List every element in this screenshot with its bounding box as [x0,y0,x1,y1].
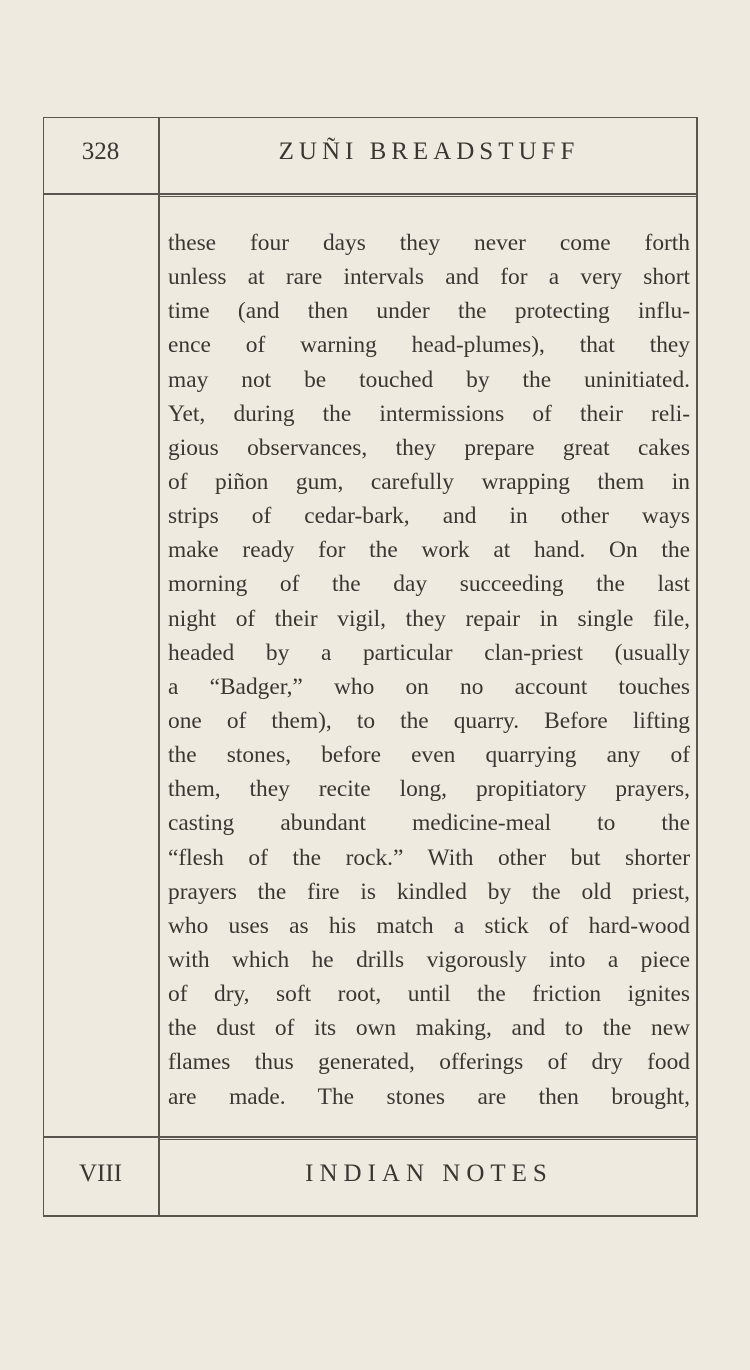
text-line: may not be touched by the uninitiated. [168,366,690,393]
text-line: them, they recite long, propitiatory prayers, [168,776,690,803]
text-line: who uses as his match a stick of hard-wood [168,912,690,939]
column-divider [158,117,160,1217]
page-number: 328 [81,138,120,165]
text-line: the dust of its own making, and to the new [168,1015,690,1042]
text-line: a “Badger,” who on no account touches [168,673,690,700]
text-line: strips of cedar-bark, and in other ways [168,503,690,530]
text-line: make ready for the work at hand. On the [168,537,690,564]
footer-rule [43,1136,698,1138]
running-title: ZUÑI BREADSTUFF [278,138,580,165]
text-line: morning of the day succeeding the last [168,571,690,598]
text-line: Yet, during the intermissions of their reli- [168,400,690,427]
text-line: ence of warning head-plumes), that they [168,332,690,359]
footer-rule-inner [160,1139,698,1140]
text-line: with which he drills vigorously into a piece [168,946,690,973]
text-line: night of their vigil, they repair in single file, [168,605,690,632]
text-line: “flesh of the rock.” With other but shorter [168,844,690,871]
header-rule [43,193,698,195]
text-line: prayers the fire is kindled by the old priest, [168,878,690,905]
text-line: gious observances, they prepare great cakes [168,434,690,461]
header-rule-inner [160,196,698,197]
body-text [168,226,690,1114]
text-line: flames thus generated, offerings of dry food [168,1049,690,1076]
text-line: the stones, before even quarrying any of [168,742,690,769]
text-line: of dry, soft root, until the friction ignites [168,981,690,1008]
section-number: VIII [78,1160,123,1187]
text-line: one of them), to the quarry. Before lifting [168,707,690,734]
text-line: unless at rare intervals and for a very short [168,264,690,291]
series-title: INDIAN NOTES [305,1160,553,1187]
text-line: casting abundant medicine-meal to the [168,810,690,837]
text-line: are made. The stones are then brought, [168,1083,690,1110]
text-line: these four days they never come forth [168,230,690,256]
text-line: of piñon gum, carefully wrapping them in [168,468,690,495]
text-line: headed by a particular clan-priest (usually [168,639,690,666]
text-line: time (and then under the protecting influ- [168,298,690,325]
